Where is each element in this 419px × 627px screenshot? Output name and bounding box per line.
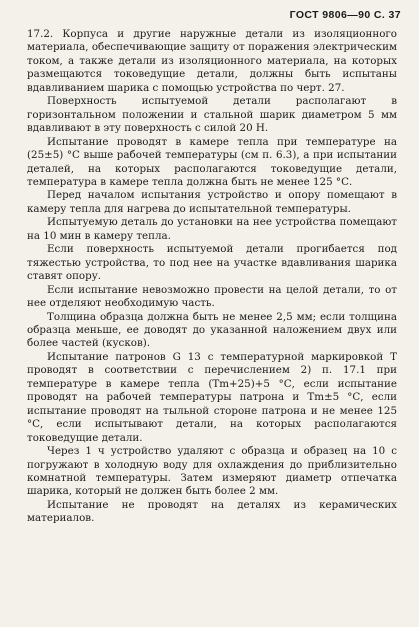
paragraph-measurement: Через 1 ч устройство удаляют с образца и образец на 10 с погружают в холодную воду для охлаждения до приблизительно комнатной температуры. Затем измеряют диаметр отпечатка шарика, который не должен быть более 2 мм.: [27, 445, 397, 498]
paragraph-part-preheat: Испытуемую деталь до установки на нее устройства помещают на 10 мин в камеру тепла.: [27, 216, 397, 242]
paragraph-17-2: 17.2. Корпуса и другие наружные детали из изоляционного материала, обеспечивающие защиту от поражения электрическим током, а также детали из изоляционного материала, на которых размещаются токоведущие детали, должны быть испытаны вдавливанием шарика с помощью устройства по черт. 27.: [27, 28, 397, 94]
page-header: ГОСТ 9806—90 С. 37: [289, 9, 401, 21]
paragraph-g13-lampholders: Испытание патронов G 13 с температурной маркировкой Т проводят в соответствии с перечислением 2) п. 17.1 при температуре в камере тепла (Tm+25)+5 °С, если испытание проводят на рабочей температуры патрона и Tm±5 °С, если испытание проводят на тыльной стороне патрона и не менее 125 °С, если испытывают детали, на которых располагаются токоведущие детали.: [27, 350, 397, 444]
paragraph-ceramics: Испытание не проводят на деталях из керамических материалов.: [27, 498, 397, 525]
document-body: [27, 28, 397, 526]
paragraph-sample-thickness: Толщина образца должна быть не менее 2,5 мм; если толщина образца меньше, ее доводят до указанной наложением двух или более частей (кусков).: [27, 310, 397, 350]
paragraph-test-temperature: Испытание проводят в камере тепла при температуре на (25±5) °С выше рабочей температуры (см п. 6.3), а при испытании деталей, на которых располагаются токоведущие детали, температура в камере тепла должна быть не менее 125 °С.: [27, 135, 397, 188]
paragraph-support: Если поверхность испытуемой детали прогибается под тяжестью устройства, то под нее на участке вдавливания шарика ставят опору.: [27, 243, 397, 283]
paragraph-surface-position: Поверхность испытуемой детали располагают в горизонтальном положении и стальной шарик диаметром 5 мм вдавливают в эту поверхность с силой 20 Н.: [27, 95, 397, 135]
paragraph-sample-part: Если испытание невозможно провести на целой детали, то от нее отделяют необходимую часть.: [27, 283, 397, 310]
paragraph-preheat: Перед началом испытания устройство и опору помещают в камеру тепла для нагрева до испытательной температуры.: [27, 189, 397, 215]
